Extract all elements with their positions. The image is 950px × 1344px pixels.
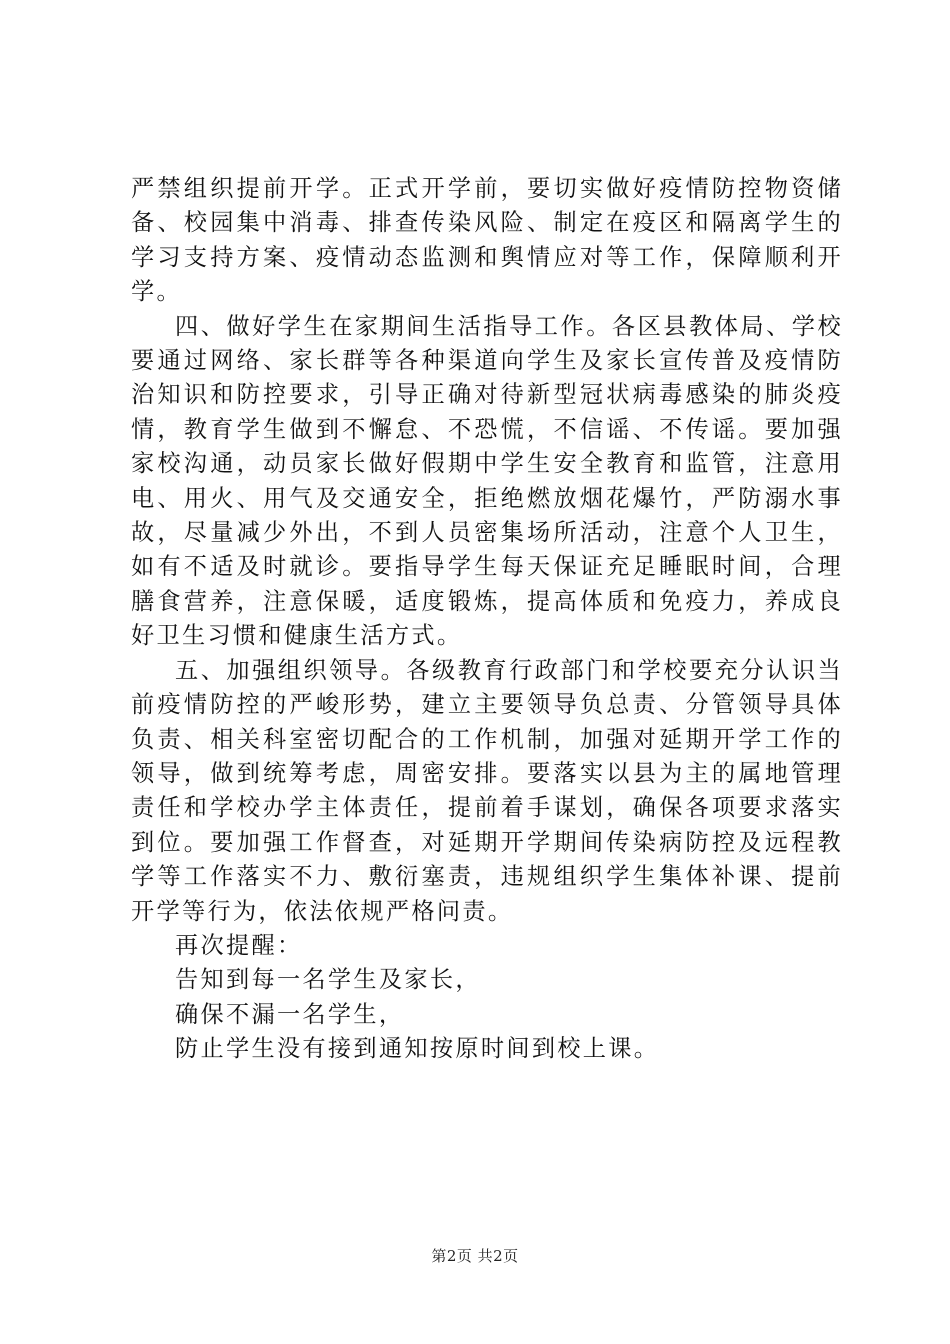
paragraph-section-four: 四、做好学生在家期间生活指导工作。各区县教体局、学校要通过网络、家长群等各种渠道向学生及家长宣传普及疫情防治知识和防控要求，引导正确对待新型冠状病毒感染的肺炎疫情，教育学生做到不懈怠、不恐慌，不信谣、不传谣。要加强家校沟通，动员家长做好假期中学生安全教育和监管，注意用电、用火、用气及交通安全，拒绝燃放烟花爆竹，严防溺水事故，尽量减少外出，不到人员密集场所活动，注意个人卫生，如有不适及时就诊。要指导学生每天保证充足睡眠时间，合理膳食营养，注意保暖，适度锻炼，提高体质和免疫力，养成良好卫生习惯和健康生活方式。 bbox=[131, 312, 843, 650]
reminder-line: 防止学生没有接到通知按原时间到校上课。 bbox=[175, 1035, 660, 1063]
reminder-line: 确保不漏一名学生， bbox=[175, 1000, 405, 1028]
reminder-line: 告知到每一名学生及家长， bbox=[175, 966, 481, 994]
paragraph-section-five: 五、加强组织领导。各级教育行政部门和学校要充分认识当前疫情防控的严峻形势，建立主要领导负总责、分管领导具体负责、相关科室密切配合的工作机制，加强对延期开学工作的领导，做到统筹考虑，周密安排。要落实以县为主的属地管理责任和学校办学主体责任，提前着手谋划，确保各项要求落实到位。要加强工作督查，对延期开学期间传染病防控及远程教学等工作落实不力、敷衍塞责，违规组织学生集体补课、提前开学等行为，依法依规严格问责。 bbox=[131, 656, 843, 925]
page-number-footer: 第2页 共2页 bbox=[431, 1247, 519, 1265]
paragraph-continuation: 严禁组织提前开学。正式开学前，要切实做好疫情防控物资储备、校园集中消毒、排查传染风险、制定在疫区和隔离学生的学习支持方案、疫情动态监测和舆情应对等工作，保障顺利开学。 bbox=[131, 175, 843, 306]
reminder-title: 再次提醒： bbox=[175, 931, 303, 959]
document-body bbox=[131, 172, 843, 1067]
